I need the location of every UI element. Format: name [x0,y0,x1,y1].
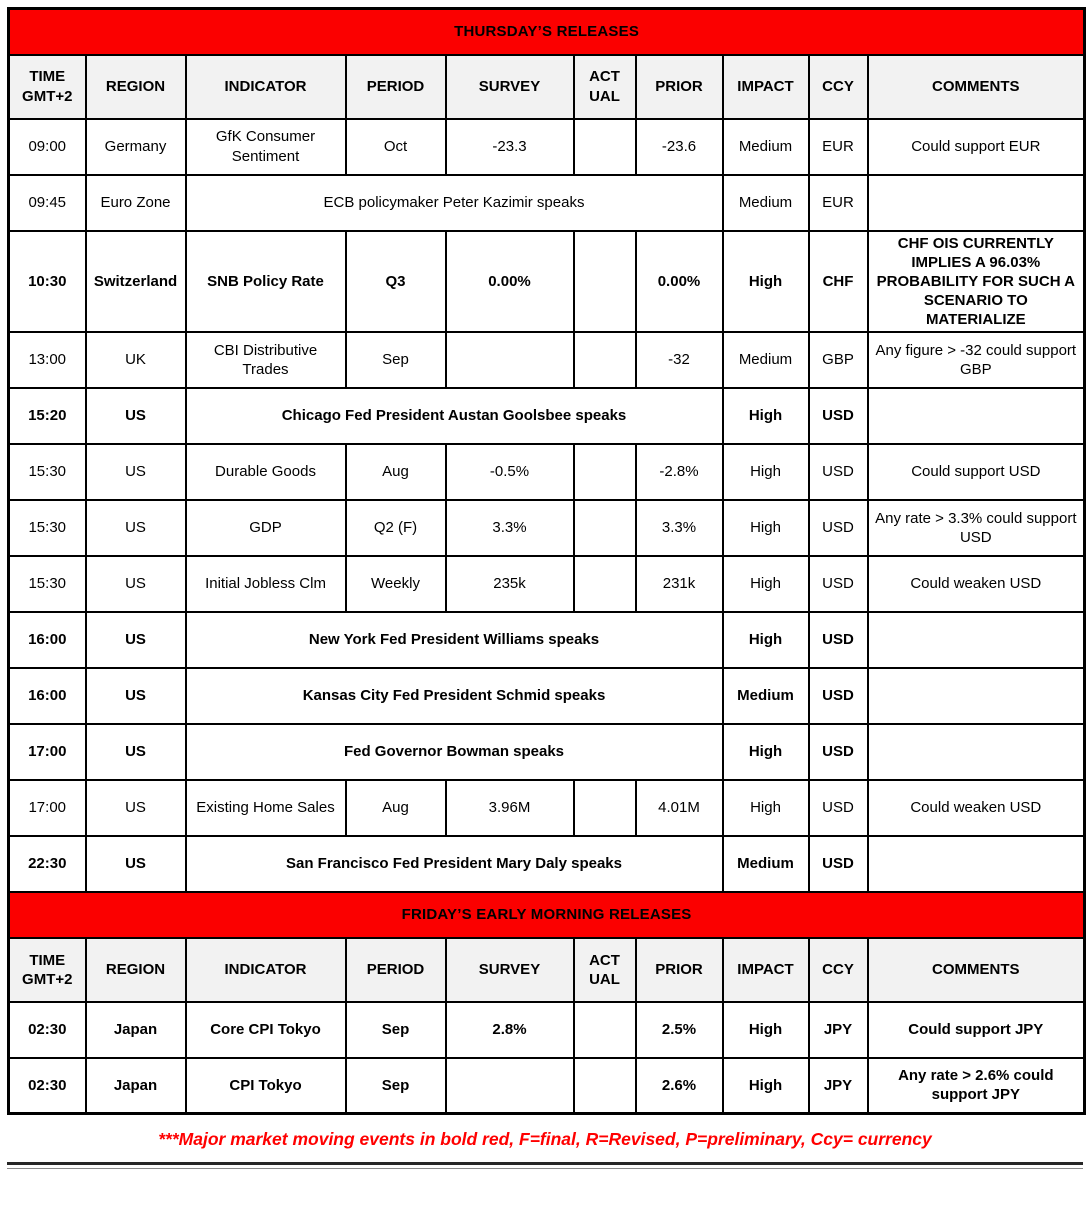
column-header-period: PERIOD [346,55,446,119]
cell-period: Aug [346,444,446,500]
cell-actual [574,500,636,556]
cell-indicator: CPI Tokyo [186,1058,346,1114]
cell-region: US [86,388,186,444]
cell-actual [574,119,636,175]
cell-survey: 0.00% [446,231,574,332]
cell-ccy: EUR [809,175,868,231]
cell-comments: Any rate > 3.3% could support USD [868,500,1085,556]
column-header-act-ual: ACT UAL [574,55,636,119]
cell-indicator: CBI Distributive Trades [186,332,346,388]
section-banner-row [9,9,1085,55]
cell-survey: -0.5% [446,444,574,500]
column-header-act-ual: ACT UAL [574,938,636,1002]
cell-region: Euro Zone [86,175,186,231]
event-row [9,388,1085,444]
cell-region: US [86,668,186,724]
event-row [9,668,1085,724]
cell-period: Q2 (F) [346,500,446,556]
cell-survey: -23.3 [446,119,574,175]
cell-comments: CHF OIS CURRENTLY IMPLIES A 96.03% PROBABILITY FOR SUCH A SCENARIO TO MATERIALIZE [868,231,1085,332]
cell-actual [574,1002,636,1058]
cell-ccy: GBP [809,332,868,388]
cell-region: US [86,500,186,556]
release-row [9,444,1085,500]
cell-comments: Could weaken USD [868,780,1085,836]
column-header-prior: PRIOR [636,55,723,119]
cell-region: US [86,780,186,836]
cell-period: Sep [346,1058,446,1114]
cell-time: 10:30 [9,231,86,332]
cell-time: 16:00 [9,612,86,668]
cell-time: 02:30 [9,1002,86,1058]
cell-time: 16:00 [9,668,86,724]
cell-comments [868,612,1085,668]
column-header-indicator: INDICATOR [186,55,346,119]
cell-impact: High [723,1002,809,1058]
cell-actual [574,444,636,500]
section-banner-row [9,892,1085,938]
cell-region: US [86,612,186,668]
cell-actual [574,332,636,388]
cell-ccy: USD [809,612,868,668]
bottom-divider [7,1162,1083,1169]
footnote: ***Major market moving events in bold red, F=final, R=Revised, P=preliminary, Ccy= currency [158,1129,932,1150]
column-header-impact: IMPACT [723,55,809,119]
column-header-period: PERIOD [346,938,446,1002]
cell-comments [868,388,1085,444]
cell-comments: Could support EUR [868,119,1085,175]
event-row [9,836,1085,892]
cell-actual [574,780,636,836]
cell-comments [868,836,1085,892]
cell-time: 15:30 [9,556,86,612]
cell-comments: Could weaken USD [868,556,1085,612]
column-header-survey: SURVEY [446,55,574,119]
cell-region: Switzerland [86,231,186,332]
cell-event: Kansas City Fed President Schmid speaks [186,668,723,724]
cell-time: 22:30 [9,836,86,892]
cell-comments [868,724,1085,780]
cell-period: Q3 [346,231,446,332]
cell-comments: Could support USD [868,444,1085,500]
cell-ccy: USD [809,444,868,500]
cell-region: Japan [86,1002,186,1058]
cell-survey: 3.96M [446,780,574,836]
cell-actual [574,231,636,332]
cell-comments: Any rate > 2.6% could support JPY [868,1058,1085,1114]
release-row [9,119,1085,175]
column-header-indicator: INDICATOR [186,938,346,1002]
cell-prior: -32 [636,332,723,388]
cell-comments: Any figure > -32 could support GBP [868,332,1085,388]
cell-impact: High [723,231,809,332]
cell-region: US [86,724,186,780]
cell-indicator: GDP [186,500,346,556]
section-title: FRIDAY’S EARLY MORNING RELEASES [9,892,1085,938]
column-header-row [9,938,1085,1002]
cell-time: 15:30 [9,444,86,500]
cell-time: 02:30 [9,1058,86,1114]
release-row [9,231,1085,332]
cell-ccy: JPY [809,1058,868,1114]
section-title: THURSDAY’S RELEASES [9,9,1085,55]
cell-time: 13:00 [9,332,86,388]
cell-impact: High [723,500,809,556]
cell-prior: -23.6 [636,119,723,175]
cell-region: US [86,836,186,892]
cell-prior: 4.01M [636,780,723,836]
cell-region: Germany [86,119,186,175]
cell-time: 15:20 [9,388,86,444]
column-header-prior: PRIOR [636,938,723,1002]
cell-survey: 3.3% [446,500,574,556]
cell-ccy: USD [809,836,868,892]
cell-indicator: Existing Home Sales [186,780,346,836]
cell-prior: 2.6% [636,1058,723,1114]
cell-ccy: USD [809,780,868,836]
releases-table-body [9,9,1085,1114]
cell-time: 09:45 [9,175,86,231]
cell-ccy: JPY [809,1002,868,1058]
cell-comments: Could support JPY [868,1002,1085,1058]
cell-ccy: USD [809,500,868,556]
column-header-region: REGION [86,55,186,119]
cell-event: ECB policymaker Peter Kazimir speaks [186,175,723,231]
release-row [9,1002,1085,1058]
column-header-ccy: CCY [809,55,868,119]
cell-ccy: USD [809,724,868,780]
cell-region: US [86,556,186,612]
cell-period: Aug [346,780,446,836]
cell-impact: Medium [723,175,809,231]
cell-survey [446,332,574,388]
cell-ccy: USD [809,388,868,444]
cell-impact: Medium [723,668,809,724]
release-row [9,556,1085,612]
cell-ccy: USD [809,556,868,612]
column-header-survey: SURVEY [446,938,574,1002]
cell-prior: -2.8% [636,444,723,500]
cell-impact: High [723,556,809,612]
cell-event: San Francisco Fed President Mary Daly speaks [186,836,723,892]
cell-time: 17:00 [9,724,86,780]
cell-prior: 0.00% [636,231,723,332]
cell-survey: 2.8% [446,1002,574,1058]
cell-indicator: Initial Jobless Clm [186,556,346,612]
cell-impact: High [723,780,809,836]
cell-event: New York Fed President Williams speaks [186,612,723,668]
cell-comments [868,668,1085,724]
column-header-time-gmt-2: TIME GMT+2 [9,55,86,119]
cell-actual [574,1058,636,1114]
column-header-impact: IMPACT [723,938,809,1002]
cell-region: Japan [86,1058,186,1114]
release-row [9,1058,1085,1114]
cell-survey [446,1058,574,1114]
cell-time: 15:30 [9,500,86,556]
event-row [9,724,1085,780]
cell-period: Sep [346,332,446,388]
cell-prior: 231k [636,556,723,612]
cell-prior: 2.5% [636,1002,723,1058]
cell-impact: Medium [723,836,809,892]
cell-ccy: EUR [809,119,868,175]
column-header-comments: COMMENTS [868,938,1085,1002]
column-header-row [9,55,1085,119]
cell-impact: High [723,444,809,500]
release-row [9,332,1085,388]
cell-ccy: CHF [809,231,868,332]
cell-period: Weekly [346,556,446,612]
cell-time: 09:00 [9,119,86,175]
column-header-region: REGION [86,938,186,1002]
cell-impact: High [723,724,809,780]
cell-region: US [86,444,186,500]
cell-event: Fed Governor Bowman speaks [186,724,723,780]
cell-indicator: SNB Policy Rate [186,231,346,332]
cell-event: Chicago Fed President Austan Goolsbee speaks [186,388,723,444]
cell-impact: High [723,388,809,444]
cell-impact: Medium [723,119,809,175]
column-header-time-gmt-2: TIME GMT+2 [9,938,86,1002]
cell-indicator: Core CPI Tokyo [186,1002,346,1058]
release-row [9,500,1085,556]
cell-indicator: Durable Goods [186,444,346,500]
cell-period: Oct [346,119,446,175]
cell-actual [574,556,636,612]
cell-region: UK [86,332,186,388]
cell-survey: 235k [446,556,574,612]
releases-table [7,7,1086,1115]
column-header-ccy: CCY [809,938,868,1002]
cell-period: Sep [346,1002,446,1058]
cell-impact: Medium [723,332,809,388]
release-row [9,780,1085,836]
cell-time: 17:00 [9,780,86,836]
cell-impact: High [723,1058,809,1114]
cell-comments [868,175,1085,231]
cell-impact: High [723,612,809,668]
cell-ccy: USD [809,668,868,724]
column-header-comments: COMMENTS [868,55,1085,119]
cell-indicator: GfK Consumer Sentiment [186,119,346,175]
event-row [9,612,1085,668]
cell-prior: 3.3% [636,500,723,556]
event-row [9,175,1085,231]
